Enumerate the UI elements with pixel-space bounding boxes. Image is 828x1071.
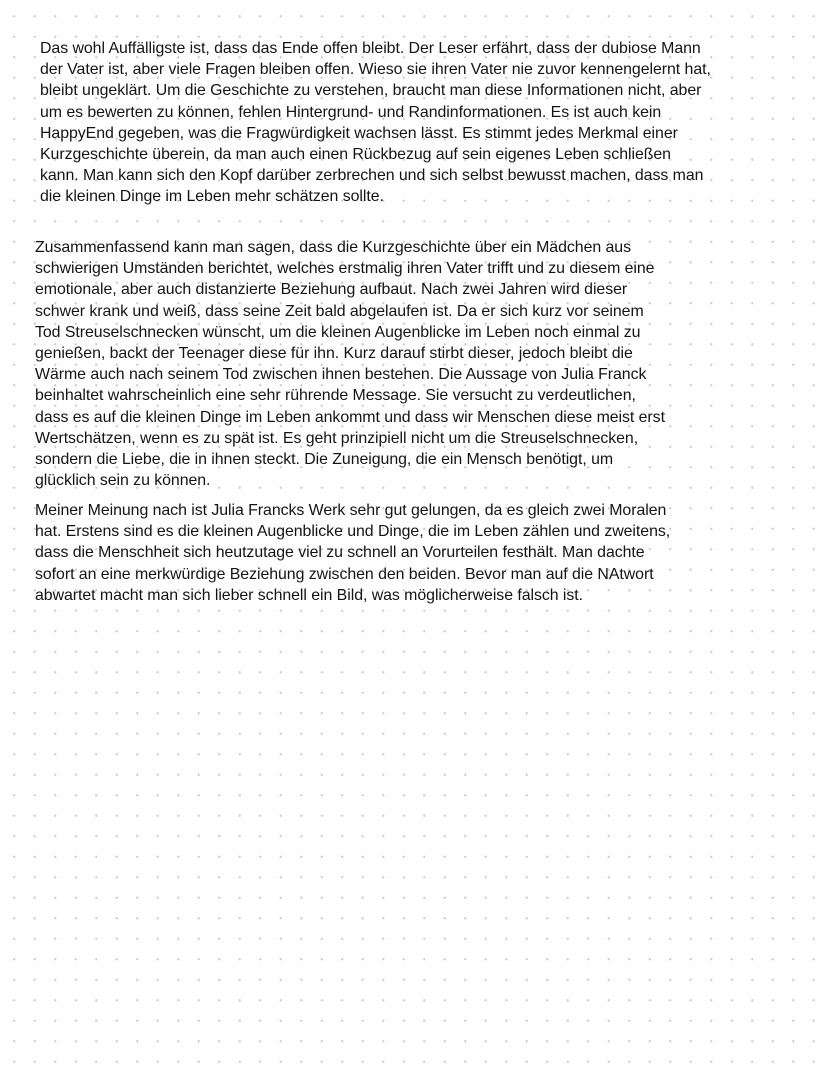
text-line: Wertschätzen, wenn es zu spät ist. Es geht prinzipiell nicht um die Streuselschnecken,: [35, 429, 639, 447]
text-line: dass die Menschheit sich heutzutage viel zu schnell an Vorurteilen festhält. Man dachte: [35, 544, 645, 562]
text-line: schwer krank und weiß, dass seine Zeit bald abgelaufen ist. Da er sich kurz vor seinem: [35, 302, 644, 320]
text-line: HappyEnd gegeben, was die Fragwürdigkeit wachsen lässt. Es stimmt jedes Merkmal einer: [40, 124, 678, 142]
paragraph-opinion: [35, 500, 670, 606]
text-line: emotionale, aber auch distanzierte Beziehung aufbaut. Nach zwei Jahren wird dieser: [35, 281, 628, 299]
text-line: sondern die Liebe, die in ihnen steckt. Die Zuneigung, die ein Mensch benötigt, um: [35, 451, 614, 469]
text-line: sofort an eine merkwürdige Beziehung zwischen den beiden. Bevor man auf die NAtwort: [35, 565, 654, 583]
text-line: die kleinen Dinge im Leben mehr schätzen sollte.: [40, 188, 384, 206]
text-line: schwierigen Umständen berichtet, welches erstmalig ihren Vater trifft und zu diesem eine: [35, 260, 655, 278]
text-line: genießen, backt der Teenager diese für ihn. Kurz darauf stirbt dieser, jedoch bleibt die: [35, 345, 633, 363]
text-line: Wärme auch nach seinem Tod zwischen ihnen bestehen. Die Aussage von Julia Franck: [35, 366, 647, 384]
text-line: abwartet macht man sich lieber schnell ein Bild, was möglicherweise falsch ist.: [35, 586, 584, 604]
text-line: bleibt ungeklärt. Um die Geschichte zu verstehen, braucht man diese Informationen nicht, aber: [40, 82, 702, 100]
text-line: beinhaltet wahrscheinlich eine sehr rührende Message. Sie versucht zu verdeutlichen,: [35, 387, 636, 405]
paragraph-open-ending: [40, 38, 711, 208]
text-line: Zusammenfassend kann man sagen, dass die Kurzgeschichte über ein Mädchen aus: [35, 239, 631, 256]
text-line: dass es auf die kleinen Dinge im Leben ankommt und dass wir Menschen diese meist erst: [35, 408, 665, 426]
text-line: Meiner Meinung nach ist Julia Francks Werk sehr gut gelungen, da es gleich zwei Moralen: [35, 502, 667, 519]
text-line: hat. Erstens sind es die kleinen Augenblicke und Dinge, die im Leben zählen und zweitens,: [35, 523, 671, 541]
text-line: Das wohl Auffälligste ist, dass das Ende offen bleibt. Der Leser erfährt, dass der dubiose Mann: [40, 40, 701, 57]
text-line: kann. Man kann sich den Kopf darüber zerbrechen und sich selbst bewusst machen, dass man: [40, 167, 704, 185]
text-line: der Vater ist, aber viele Fragen bleiben offen. Wieso sie ihren Vater nie zuvor kennengelernt hat,: [40, 61, 711, 79]
text-line: um es bewerten zu können, fehlen Hintergrund- und Randinformationen. Es ist auch kein: [40, 103, 662, 121]
text-line: glücklich sein zu können.: [35, 472, 211, 490]
text-line: Tod Streuselschnecken wünscht, um die kleinen Augenblicke im Leben noch einmal zu: [35, 323, 641, 341]
text-line: Kurzgeschichte überein, da man auch einen Rückbezug auf sein eigenes Leben schließen: [40, 146, 671, 164]
paragraph-summary: [35, 237, 665, 491]
